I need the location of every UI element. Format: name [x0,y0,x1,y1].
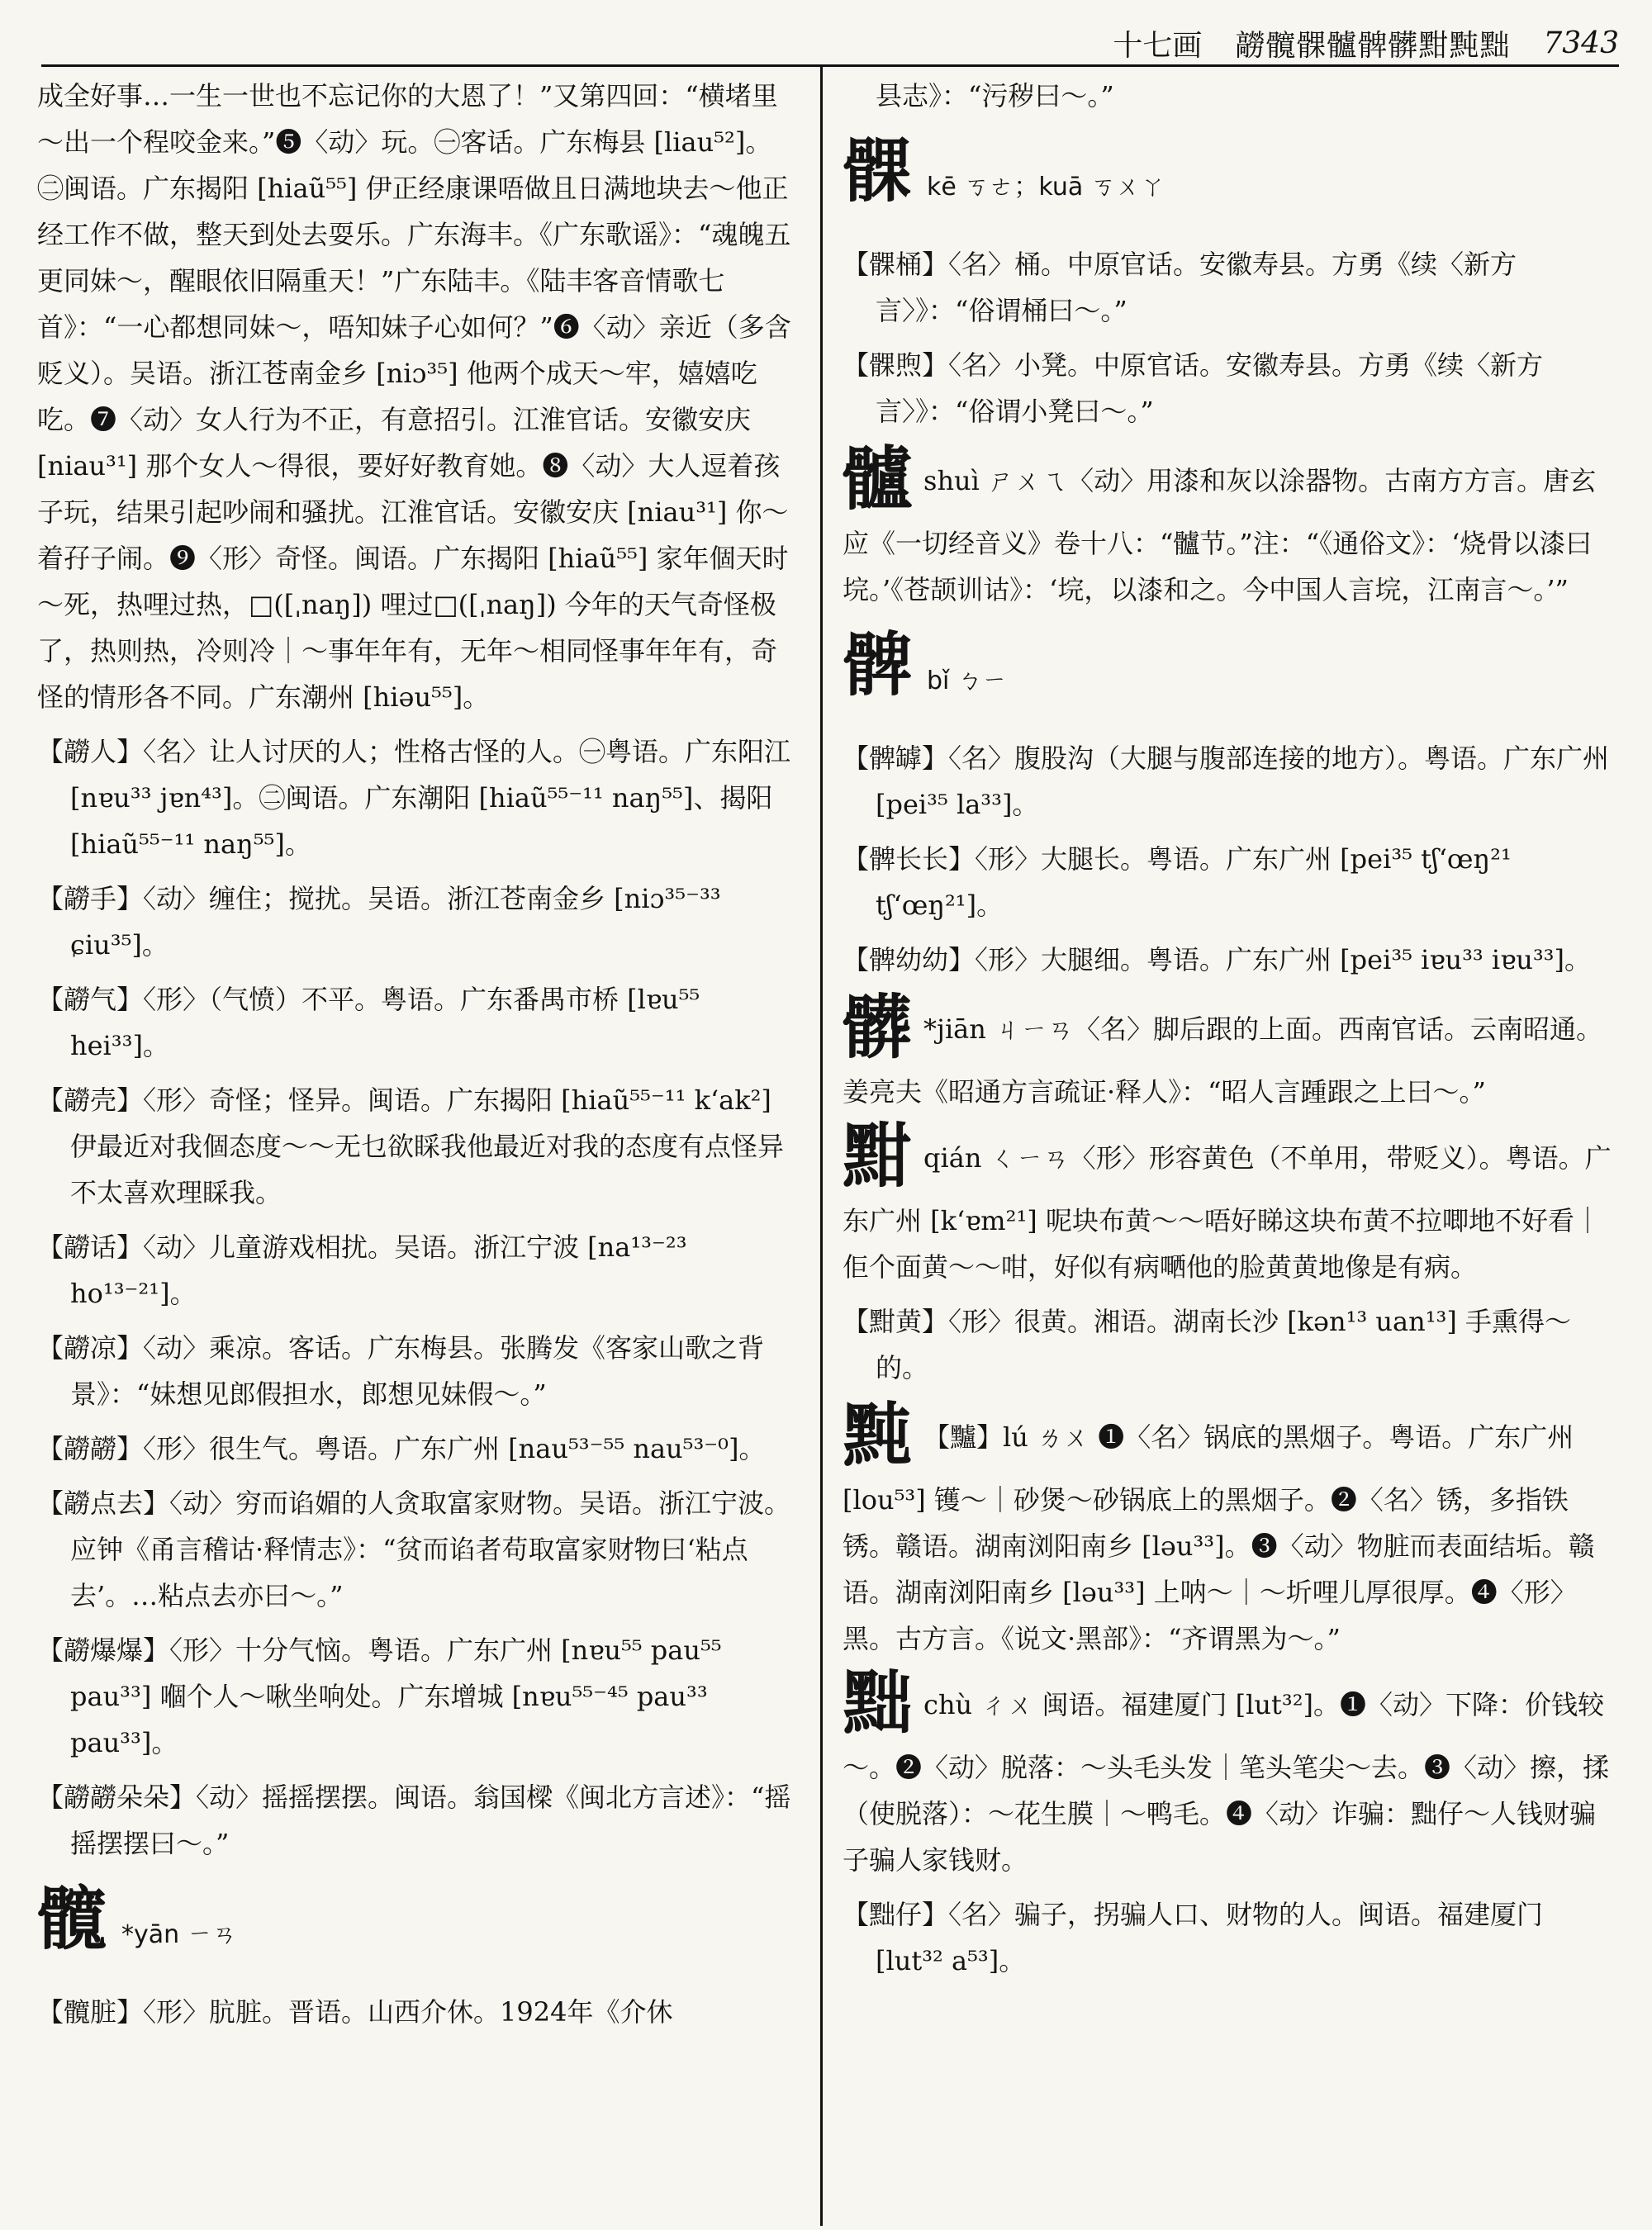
entry-ke-tong: 【髁桶】〈名〉桶。中原官话。安徽寿县。方勇《续〈新方言〉》：“俗谓桶曰～。” [843,249,1517,326]
left-column [37,73,797,2038]
entry-lao-lao-duo-duo: 【髝髝朵朵】〈动〉摇摇摆摆。闽语。翁国樑《闽北方言述》：“摇摇摆摆曰～。” [37,1782,791,1859]
entry-lao-ke: 【髝壳】〈形〉奇怪；怪异。闽语。广东揭阳 [hiaũ⁵⁵⁻¹¹ k‘ak²] 伊最近对我個态度～～无乜欲睬我他最近对我的态度有点怪异不太喜欢理睬我。 [37,1084,785,1208]
entry-qian-huang: 【黚黄】〈形〉很黄。湘语。湖南长沙 [kən¹³ uan¹³] 手熏得～的。 [843,1306,1572,1383]
entry-bi-la: 【髀罅】〈名〉腹股沟（大腿与腹部连接的地方）。粤语。广东广州 [pei³⁵ la³³]。 [843,743,1610,820]
headword-glyph: 黚 [843,1115,913,1197]
headword-definition: qián ㄑㄧㄢ〈形〉形容黄色（不单用，带贬义）。粤语。广东广州 [k‘ɐm²¹] 呢块布黄～～唔好睇这块布黄不拉唧地不好看｜佢个面黄～～咁，好似有病嗮他的脸黄黄地像是有病。 [843,1142,1612,1283]
entry-ke-xu: 【髁煦】〈名〉小凳。中原官话。安徽寿县。方勇《续〈新方言〉》：“俗谓小凳曰～。” [843,349,1544,427]
headword-lu [843,1394,1619,1662]
headword-pronunciation: *yān ㄧㄢ [121,1920,237,1949]
entry-lao-shou: 【髝手】〈动〉缠住；搅扰。吴语。浙江苍南金乡 [niɔ³⁵⁻³³ ɕiu³⁵]。 [37,883,721,961]
section-label: 十七画 [1113,28,1203,63]
headword-ke [843,126,1619,233]
headword-pronunciation: kē ㄎㄜ；kuā ㄎㄨㄚ [927,173,1165,202]
header-rule [41,64,1619,67]
headword-pronunciation: bǐ ㄅㄧ [927,667,1007,695]
headword-definition: 【黸】lú ㄌㄨ ❶〈名〉锅底的黑烟子。粤语。广东广州 [lou⁵³] 镬～｜砂煲～砂锅底上的黑烟子。❷〈名〉锈，多指铁锈。赣语。湖南浏阳南乡 [ləu³³]。❸〈动〉物脏而表面结垢。赣语。湖南浏阳南乡 [ləu³³] 上呐～｜～圻哩儿厚很厚。❹〈形〉黑。古方言。《说文·黑部》：“齐谓黑为～。” [843,1421,1595,1654]
headword-definition: shuì ㄕㄨㄟ〈动〉用漆和灰以涂器物。古南方方言。唐玄应《一切经音义》卷十八：“髗节。”注：“《通俗文》：‘烧骨以漆曰垸。’《苍颉训诂》：‘垸，以漆和之。今中国人言垸，江南言～。’” [843,465,1597,605]
headword-yan [37,1873,797,1981]
headword-chu [843,1662,1619,1883]
entry-yan-zang: 【髖脏】〈形〉肮脏。晋语。山西介休。1924年《介休 [37,1996,673,2028]
headword-glyph: 髁 [843,130,913,211]
entry-lao-hua: 【髝话】〈动〉儿童游戏相扰。吴语。浙江宁波 [na¹³⁻²³ ho¹³⁻²¹]。 [37,1231,687,1309]
entry-lao-bao-bao: 【髝爆爆】〈形〉十分气恼。粤语。广东广州 [nɐu⁵⁵ pau⁵⁵ pau³³] 嗰个人～啾坐响处。广东增城 [nɐu⁵⁵⁻⁴⁵ pau³³ pau³³]。 [37,1635,722,1758]
page-number: 7343 [1543,26,1619,60]
right-column [843,73,1619,1987]
headword-glyph: 髒 [843,986,913,1068]
continued-entry: 县志》：“污秽曰～。” [876,80,1114,112]
headword-shui [843,438,1619,613]
headword-definition: *jiān ㄐㄧㄢ〈名〉脚后跟的上面。西南官话。云南昭通。姜亮夫《昭通方言疏证·释人》：“昭人言踵跟之上曰～。” [843,1013,1603,1108]
entry-lao-ren: 【髝人】〈名〉让人讨厌的人；性格古怪的人。㊀粤语。广东阳江 [nɐu³³ jɐn⁴³]。㊁闽语。广东潮阳 [hiaũ⁵⁵⁻¹¹ naŋ⁵⁵]、揭阳 [hiaũ⁵⁵⁻¹¹ naŋ⁵⁵]。 [37,736,791,860]
header-characters: 髝髖髁髗髀髒黚黗黜 [1235,28,1511,63]
entry-lao-lao: 【髝髝】〈形〉很生气。粤语。广东广州 [nau⁵³⁻⁵⁵ nau⁵³⁻⁰]。 [37,1433,766,1464]
column-divider [820,66,823,2226]
headword-glyph: 黗 [843,1394,913,1476]
headword-qian [843,1115,1619,1290]
headword-glyph: 髗 [843,438,913,520]
entry-lao-liang: 【髝凉】〈动〉乘凉。客话。广东梅县。张腾发《客家山歌之背景》：“妹想见郎假担水，郎想见妹假～。” [37,1332,765,1410]
entry-bi-chang-chang: 【髀长长】〈形〉大腿长。粤语。广东广州 [pei³⁵ tʃ‘œŋ²¹ tʃ‘œŋ²¹]。 [843,843,1512,921]
entry-lao-dian-qu: 【髝点去】〈动〉穷而谄媚的人贪取富家财物。吴语。浙江宁波。应钟《甬言稽诂·释情志》：“贫而谄者苟取富家财物曰‘粘点去’。…粘点去亦曰～。” [37,1487,791,1611]
headword-definition: chù ㄔㄨ 闽语。福建厦门 [lut³²]。❶〈动〉下降：价钱较～。❷〈动〉脱落：～头毛头发｜笔头笔尖～去。❸〈动〉擦，揉（使脱落）：～花生膜｜～鸭毛。❹〈动〉诈骗：黜仔～人钱财骗子骗人家钱财。 [843,1689,1610,1876]
entry-chu-zai: 【黜仔】〈名〉骗子，拐骗人口、财物的人。闽语。福建厦门 [lut³² a⁵³]。 [843,1899,1544,1976]
headword-glyph: 髀 [843,624,913,705]
continued-entry: 成全好事…一生一世也不忘记你的大恩了！”又第四回：“横堵里～出一个程咬金来。”❺〈动〉玩。㊀客话。广东梅县 [liau⁵²]。㊁闽语。广东揭阳 [hiaũ⁵⁵] 伊正经康课唔做且日满地块去～他正经工作不做，整天到处去耍乐。广东海丰。《广东歌谣》：“魂魄五更同妹～，醒眼依旧隔重天！”广东陆丰。《陆丰客音情歌七首》：“一心都想同妹～，唔知妹子心如何？”❻〈动〉亲近（多含贬义）。吴语。浙江苍南金乡 [niɔ³⁵] 他两个成天～牢，嬉嬉吃吃。❼〈动〉女人行为不正，有意招引。江淮官话。安徽安庆 [niau³¹] 那个女人～得很，要好好教育她。❽〈动〉大人逗着孩子玩，结果引起吵闹和骚扰。江淮官话。安徽安庆 [niau³¹] 你～着孖子闹。❾〈形〉奇怪。闽语。广东揭阳 [hiaũ⁵⁵] 家年個天时～死，热哩过热，□([ˌnaŋ]) 哩过□([ˌnaŋ]) 今年的天气奇怪极了，热则热，冷则冷｜～事年年有，无年～相同怪事年年有，奇怪的情形各不同。广东潮州 [hiəu⁵⁵]。 [37,80,791,713]
entry-lao-qi: 【髝气】〈形〉（气愤）不平。粤语。广东番禺市桥 [lɐu⁵⁵ hei³³]。 [37,984,700,1061]
headword-glyph: 黜 [843,1662,913,1744]
page-header [1041,18,1619,68]
headword-jian [843,986,1619,1115]
headword-bi [843,619,1619,727]
headword-glyph: 髖 [37,1877,107,1959]
entry-bi-you-you: 【髀幼幼】〈形〉大腿细。粤语。广东广州 [pei³⁵ iɐu³³ iɐu³³]。 [843,944,1591,975]
